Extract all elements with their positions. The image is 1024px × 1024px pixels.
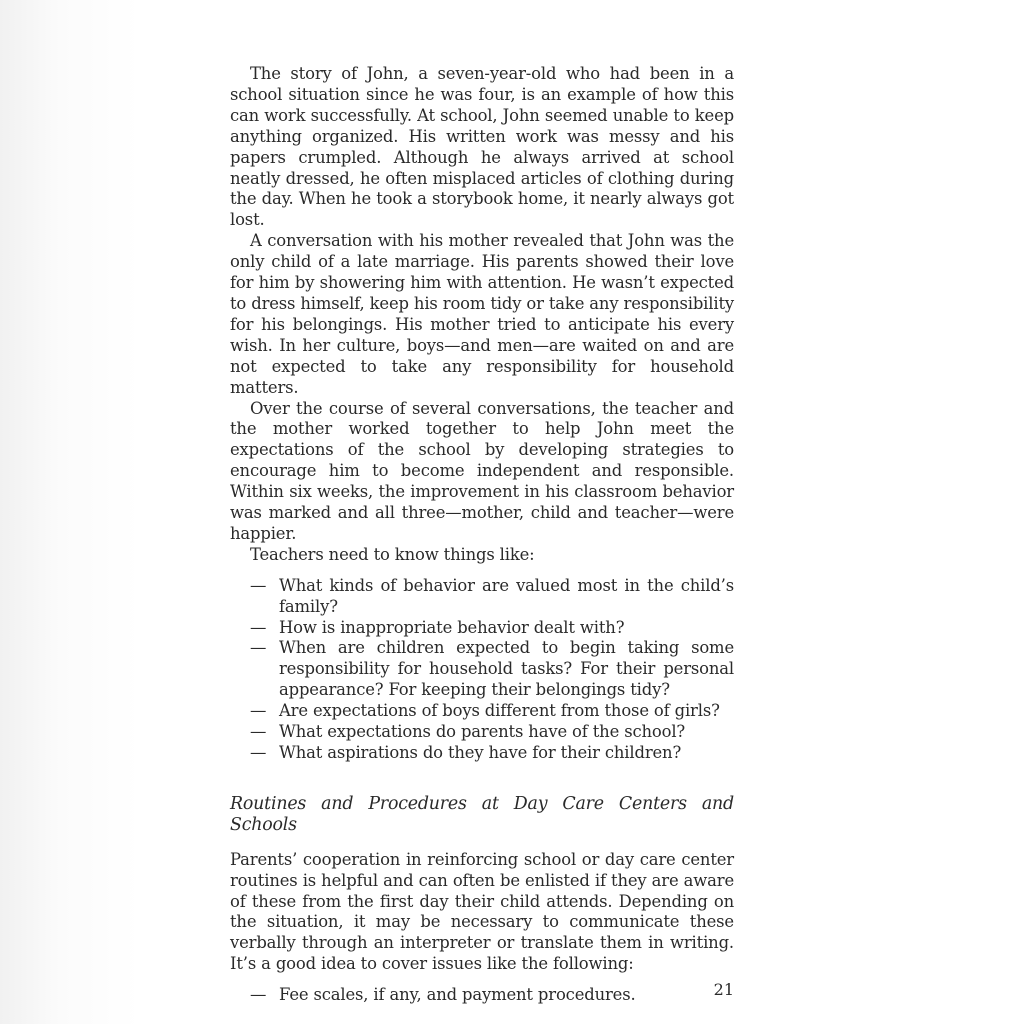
- teacher-questions-list: [230, 576, 734, 764]
- list-item: [230, 618, 734, 639]
- paragraph-parents-cooperation: Parents’ cooperation in reinforcing school or day care center routines is helpful and can often be enlisted if they are aware of these from the first day their child attends. Depending on the situation, it may be necessary to communicate these verbally through an interpreter or translate them in writing. It’s a good idea to cover issues like the following:: [230, 849, 734, 974]
- issues-list: [230, 985, 734, 1006]
- page-number: 21: [713, 980, 734, 999]
- paragraph-mother-conversation: A conversation with his mother revealed that John was the only child of a late marriage. His parents showed their love for him by showering him with attention. He wasn’t expected to dress himself, keep his room tidy or take any responsibility for his belongings. His mother tried to anticipate his every wish. In her culture, boys—and men—are waited on and are not expected to take any responsibility for household matters.: [230, 231, 734, 397]
- list-item-text: How is inappropriate behavior dealt with?: [279, 617, 625, 637]
- dash-bullet: —: [250, 638, 267, 658]
- list-item: [230, 701, 734, 722]
- list-item: [230, 985, 734, 1006]
- list-item: [230, 722, 734, 743]
- list-item-text: What kinds of behavior are valued most in the child’s family?: [279, 575, 734, 616]
- list-item-text: When are children expected to begin taking some responsibility for household tasks? For their personal appearance? For keeping their belongings tidy?: [279, 638, 734, 700]
- dash-bullet: —: [250, 575, 267, 595]
- list-item-text: What expectations do parents have of the school?: [279, 722, 686, 742]
- dash-bullet: —: [250, 722, 267, 742]
- dash-bullet: —: [250, 701, 267, 721]
- dash-bullet: —: [250, 985, 267, 1005]
- list-item: [230, 576, 734, 618]
- dash-bullet: —: [250, 617, 267, 637]
- section-heading: Routines and Procedures at Day Care Centers and Schools: [230, 793, 734, 835]
- list-item-text: Fee scales, if any, and payment procedures.: [279, 985, 636, 1005]
- list-item: [230, 743, 734, 764]
- body-text: [230, 64, 734, 1006]
- list-item-text: What aspirations do they have for their children?: [279, 743, 682, 762]
- list-item: [230, 638, 734, 701]
- list-item-text: Are expectations of boys different from those of girls?: [279, 701, 720, 721]
- dash-bullet: —: [250, 743, 267, 762]
- paragraph-teacher-strategies: Over the course of several conversations, the teacher and the mother worked together to help John meet the expectations of the school by developing strategies to encourage him to become independent and responsible. Within six weeks, the improvement in his classroom behavior was marked and all three—mother, child and teacher—were happier.: [230, 398, 734, 543]
- paragraph-teachers-need: Teachers need to know things like:: [250, 544, 535, 564]
- paragraph-john-story: The story of John, a seven-year-old who had been in a school situation since he was four, is an example of how this can work successfully. At school, John seemed unable to keep anything organized. His written work was messy and his papers crumpled. Although he always arrived at school neatly dressed, he often misplaced articles of clothing during the day. When he took a storybook home, it nearly always got lost.: [230, 64, 734, 230]
